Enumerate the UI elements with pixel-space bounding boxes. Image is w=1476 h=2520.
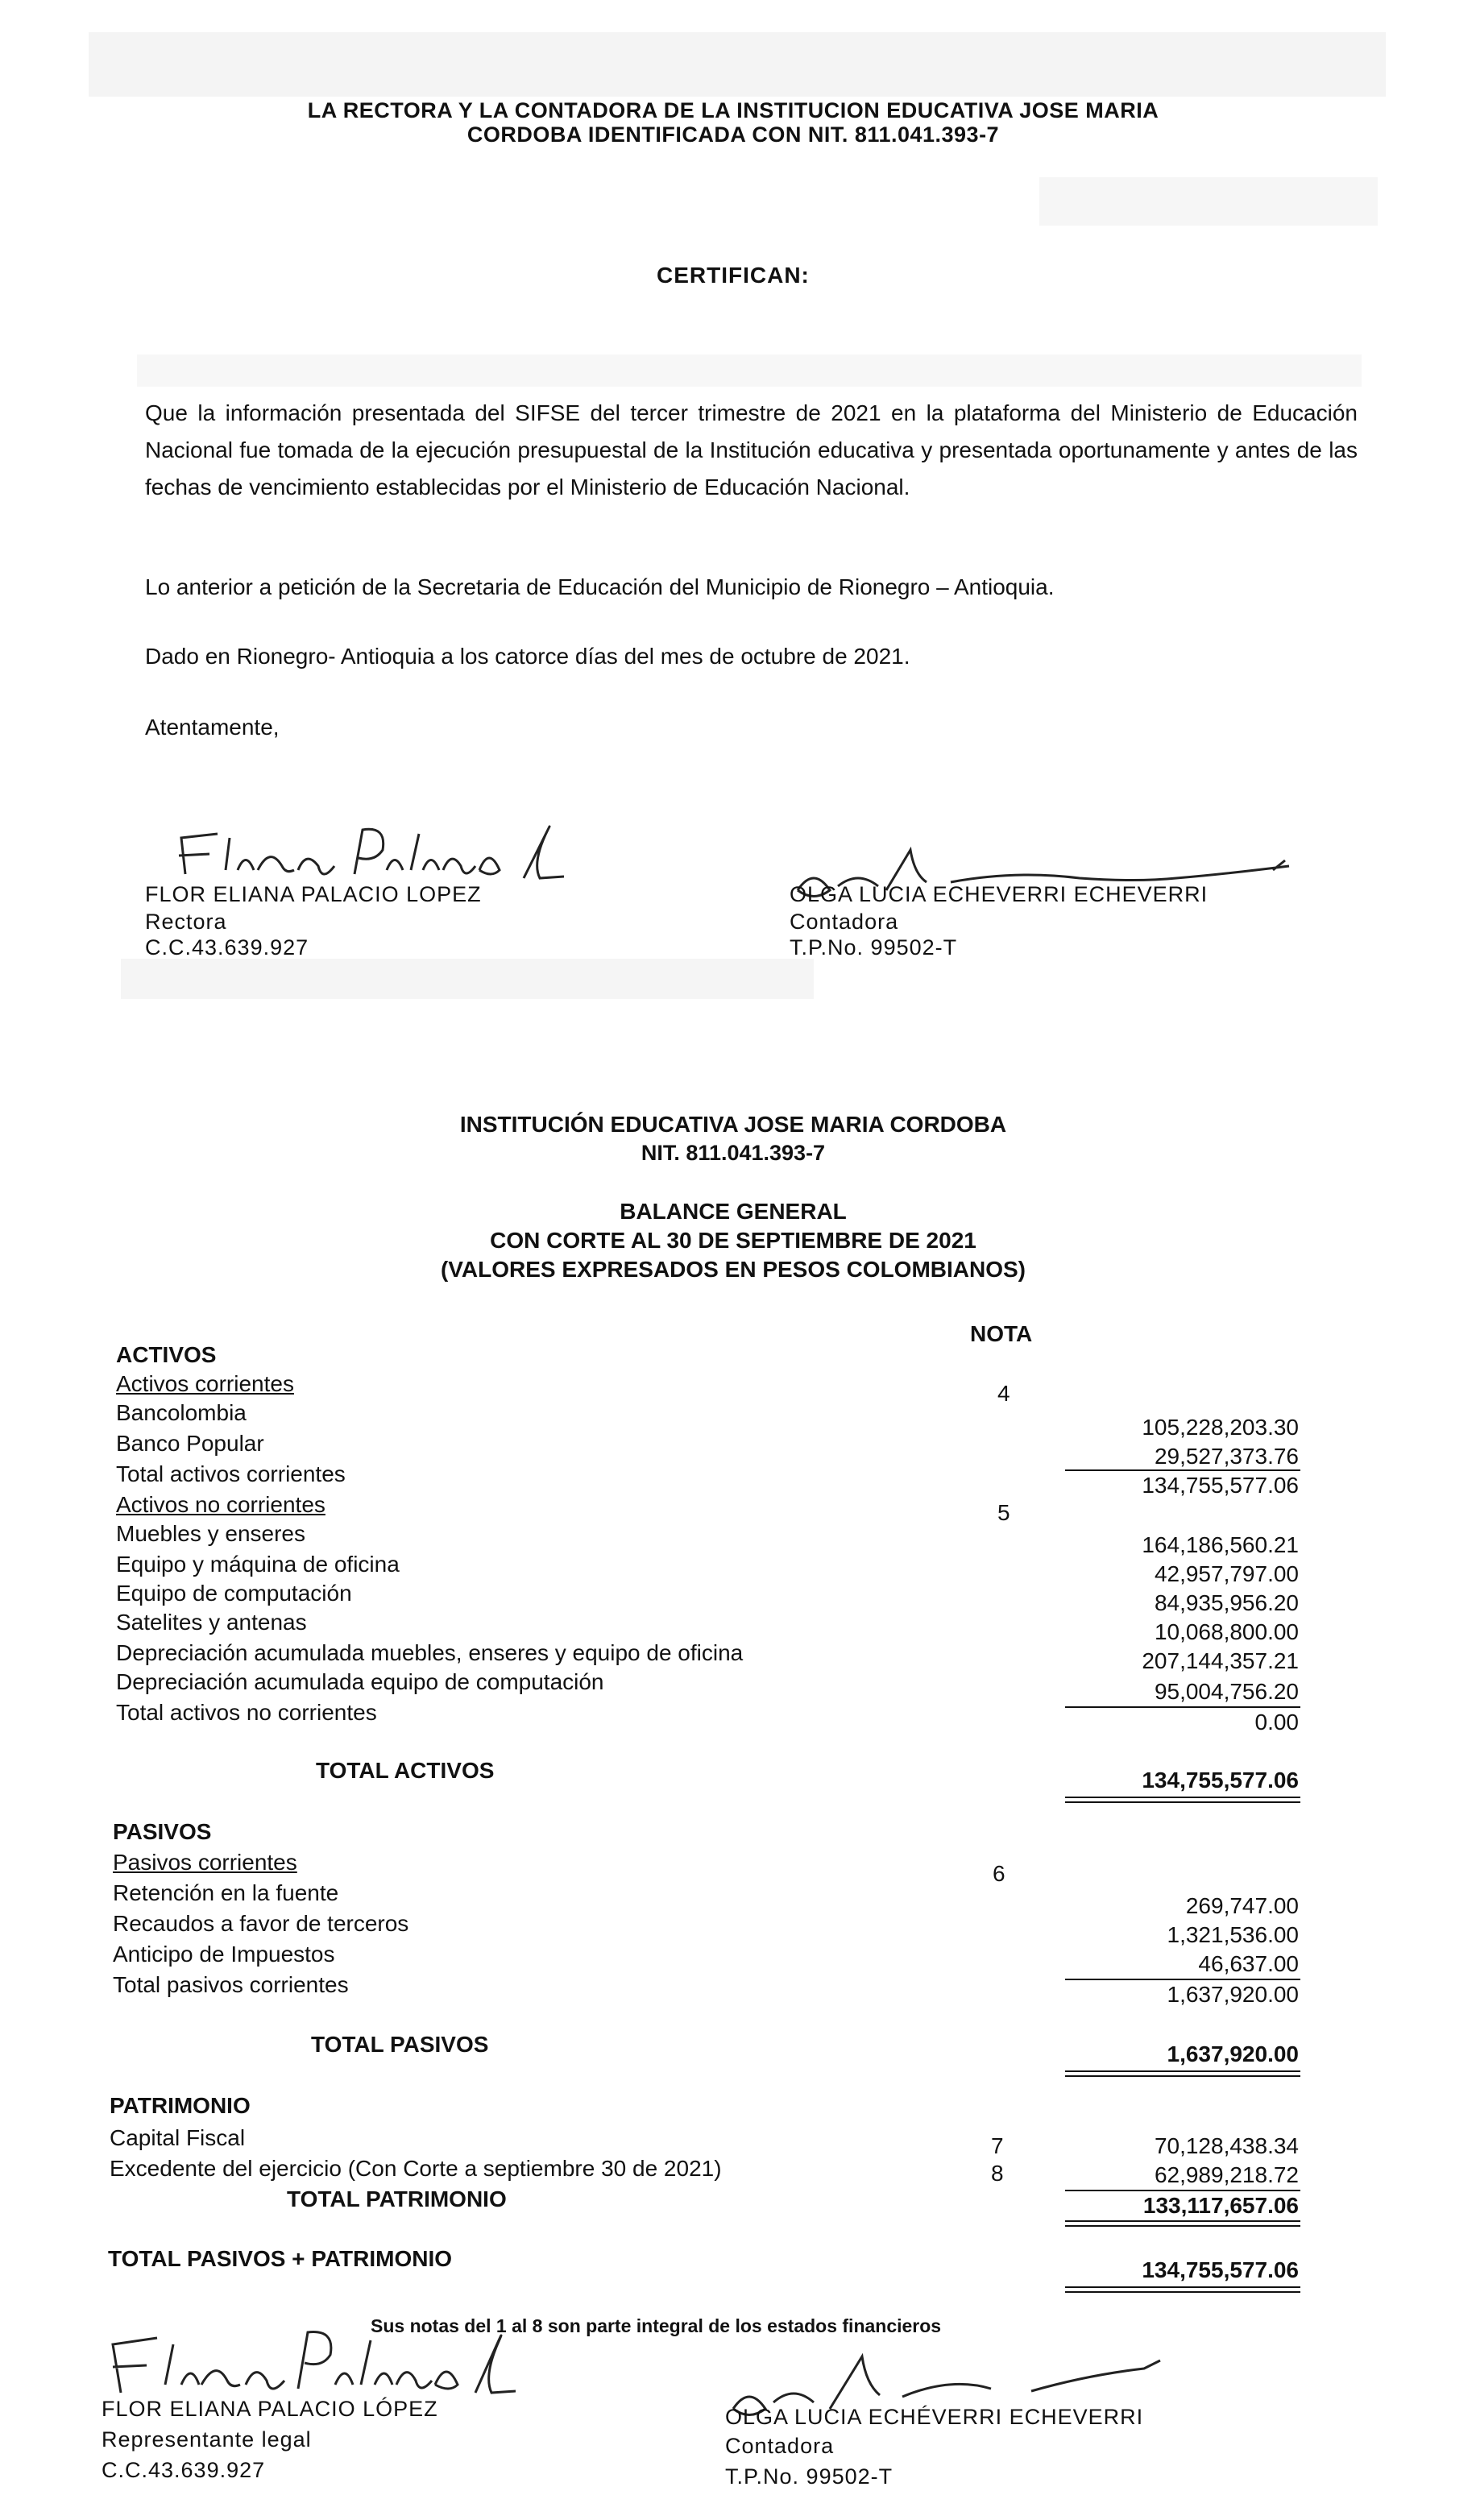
- satelites-value: 10,068,800.00: [1154, 1619, 1299, 1644]
- muebles-value: 164,186,560.21: [1142, 1532, 1299, 1557]
- total-activos-no-corrientes-label: Total activos no corrientes: [116, 1700, 377, 1725]
- total-double-rule-top: [1065, 2070, 1300, 2072]
- total-activos-no-corrientes-value: 0.00: [1254, 1710, 1299, 1735]
- satelites-label: Satelites y antenas: [116, 1610, 307, 1635]
- anticipo-label: Anticipo de Impuestos: [113, 1942, 335, 1967]
- total-double-rule-bottom: [1065, 2291, 1300, 2293]
- excedente-label: Excedente del ejercicio (Con Corte a septiembre 30 de 2021): [110, 2156, 722, 2181]
- activos-section-title: ACTIVOS: [116, 1342, 217, 1367]
- excedente-value: 62,989,218.72: [1154, 2162, 1299, 2187]
- certificate-paragraph-2: Lo anterior a petición de la Secretaria de Educación del Municipio de Rionegro – Antioquia.: [145, 574, 1055, 599]
- bottom-accountant-name: OLGA LUCIA ECHÉVERRI ECHEVERRI: [725, 2405, 1144, 2429]
- total-pasivos-corrientes-value: 1,637,920.00: [1167, 1982, 1299, 2007]
- nota-7: 7: [991, 2133, 1004, 2158]
- recaudos-value: 1,321,536.00: [1167, 1922, 1299, 1947]
- rector-name: FLOR ELIANA PALACIO LOPEZ: [145, 882, 482, 906]
- certificate-paragraph-1: Que la información presentada del SIFSE del tercer trimestre de 2021 en la plataforma del Ministerio de Educación Nacional fue tomada de la ejecución presupuestal de la Institución educativa y presentada oportunamente y antes de las fechas de vencimiento establecidas por el Ministerio de Educación Nacional.: [145, 400, 1358, 499]
- depreciacion-computo-value: 95,004,756.20: [1154, 1679, 1299, 1704]
- pasivos-section-title: PASIVOS: [113, 1819, 212, 1844]
- nota-4: 4: [997, 1381, 1010, 1406]
- institution-name: INSTITUCIÓN EDUCATIVA JOSE MARIA CORDOBA: [459, 1112, 1007, 1137]
- capital-fiscal-label: Capital Fiscal: [110, 2125, 246, 2150]
- depreciacion-muebles-value: 207,144,357.21: [1142, 1648, 1299, 1673]
- equipo-computacion-label: Equipo de computación: [116, 1581, 352, 1606]
- bancolombia-label: Bancolombia: [116, 1400, 247, 1425]
- bottom-accountant-id: T.P.No. 99502-T: [725, 2464, 893, 2489]
- balance-period: CON CORTE AL 30 DE SEPTIEMBRE DE 2021: [490, 1228, 976, 1253]
- total-double-rule-top: [1065, 2220, 1300, 2222]
- legal-rep-role: Representante legal: [102, 2427, 312, 2452]
- total-patrimonio-value: 133,117,657.06: [1142, 2193, 1299, 2218]
- depreciacion-computo-label: Depreciación acumulada equipo de computación: [116, 1669, 604, 1694]
- activos-no-corrientes-subtitle: Activos no corrientes: [116, 1492, 325, 1517]
- total-activos-corrientes-value: 134,755,577.06: [1142, 1473, 1299, 1498]
- total-double-rule-top: [1065, 2286, 1300, 2288]
- accountant-id: T.P.No. 99502-T: [790, 935, 958, 960]
- total-double-rule-bottom: [1065, 2075, 1300, 2077]
- activos-corrientes-subtitle: Activos corrientes: [116, 1371, 294, 1396]
- pasivos-corrientes-subtitle: Pasivos corrientes: [113, 1850, 297, 1875]
- retencion-label: Retención en la fuente: [113, 1880, 339, 1905]
- recaudos-label: Recaudos a favor de terceros: [113, 1911, 409, 1936]
- total-patrimonio-label: TOTAL PATRIMONIO: [287, 2186, 507, 2211]
- rector-role: Rectora: [145, 910, 227, 934]
- total-double-rule-top: [1065, 1797, 1300, 1798]
- total-double-rule-bottom: [1065, 2225, 1300, 2227]
- accountant-role: Contadora: [790, 910, 899, 934]
- balance-currency: (VALORES EXPRESADOS EN PESOS COLOMBIANOS): [440, 1257, 1026, 1282]
- nota-8: 8: [991, 2161, 1004, 2186]
- bancolombia-value: 105,228,203.30: [1142, 1415, 1299, 1440]
- total-pasivos-corrientes-label: Total pasivos corrientes: [113, 1972, 349, 1997]
- notes-footer: Sus notas del 1 al 8 son parte integral de los estados financieros: [371, 2315, 942, 2336]
- certify-label: CERTIFICAN:: [657, 263, 810, 288]
- nota-column-header: NOTA: [970, 1321, 1033, 1346]
- capital-fiscal-value: 70,128,438.34: [1154, 2133, 1299, 2158]
- balance-title: BALANCE GENERAL: [620, 1199, 847, 1224]
- retencion-value: 269,747.00: [1185, 1893, 1299, 1918]
- certificate-heading-line2: CORDOBA IDENTIFICADA CON NIT. 811.041.393-7: [466, 122, 1000, 147]
- legal-rep-id: C.C.43.639.927: [102, 2458, 266, 2482]
- equipo-oficina-label: Equipo y máquina de oficina: [116, 1552, 400, 1577]
- banco-popular-label: Banco Popular: [116, 1431, 264, 1456]
- banco-popular-value: 29,527,373.76: [1154, 1444, 1299, 1469]
- patrimonio-section-title: PATRIMONIO: [110, 2093, 251, 2118]
- total-activos-value: 134,755,577.06: [1142, 1768, 1299, 1793]
- certificate-heading-line1: LA RECTORA Y LA CONTADORA DE LA INSTITUCION EDUCATIVA JOSE MARIA: [307, 98, 1159, 122]
- accountant-name: OLGA LUCIA ECHEVERRI ECHEVERRI: [790, 882, 1209, 906]
- depreciacion-muebles-label: Depreciación acumulada muebles, enseres y equipo de oficina: [116, 1640, 744, 1665]
- anticipo-value: 46,637.00: [1198, 1951, 1299, 1976]
- institution-nit: NIT. 811.041.393-7: [641, 1141, 826, 1165]
- total-pasivos-label: TOTAL PASIVOS: [311, 2032, 489, 2057]
- equipo-oficina-value: 42,957,797.00: [1154, 1561, 1299, 1586]
- total-activos-label: TOTAL ACTIVOS: [316, 1758, 495, 1783]
- total-pasivos-patrimonio-value: 134,755,577.06: [1142, 2257, 1299, 2282]
- bottom-accountant-role: Contadora: [725, 2434, 835, 2458]
- nota-5: 5: [997, 1500, 1010, 1525]
- muebles-label: Muebles y enseres: [116, 1521, 306, 1546]
- nota-6: 6: [993, 1861, 1005, 1886]
- certificate-closing: Atentamente,: [145, 715, 280, 740]
- total-pasivos-value: 1,637,920.00: [1167, 2041, 1299, 2066]
- total-pasivos-patrimonio-label: TOTAL PASIVOS + PATRIMONIO: [108, 2246, 453, 2271]
- rector-id: C.C.43.639.927: [145, 935, 309, 960]
- equipo-computacion-value: 84,935,956.20: [1154, 1590, 1299, 1615]
- total-double-rule-bottom: [1065, 1801, 1300, 1803]
- certificate-paragraph-3: Dado en Rionegro- Antioquia a los catorce días del mes de octubre de 2021.: [145, 644, 910, 669]
- legal-rep-name: FLOR ELIANA PALACIO LÓPEZ: [102, 2397, 438, 2421]
- total-activos-corrientes-label: Total activos corrientes: [116, 1461, 346, 1486]
